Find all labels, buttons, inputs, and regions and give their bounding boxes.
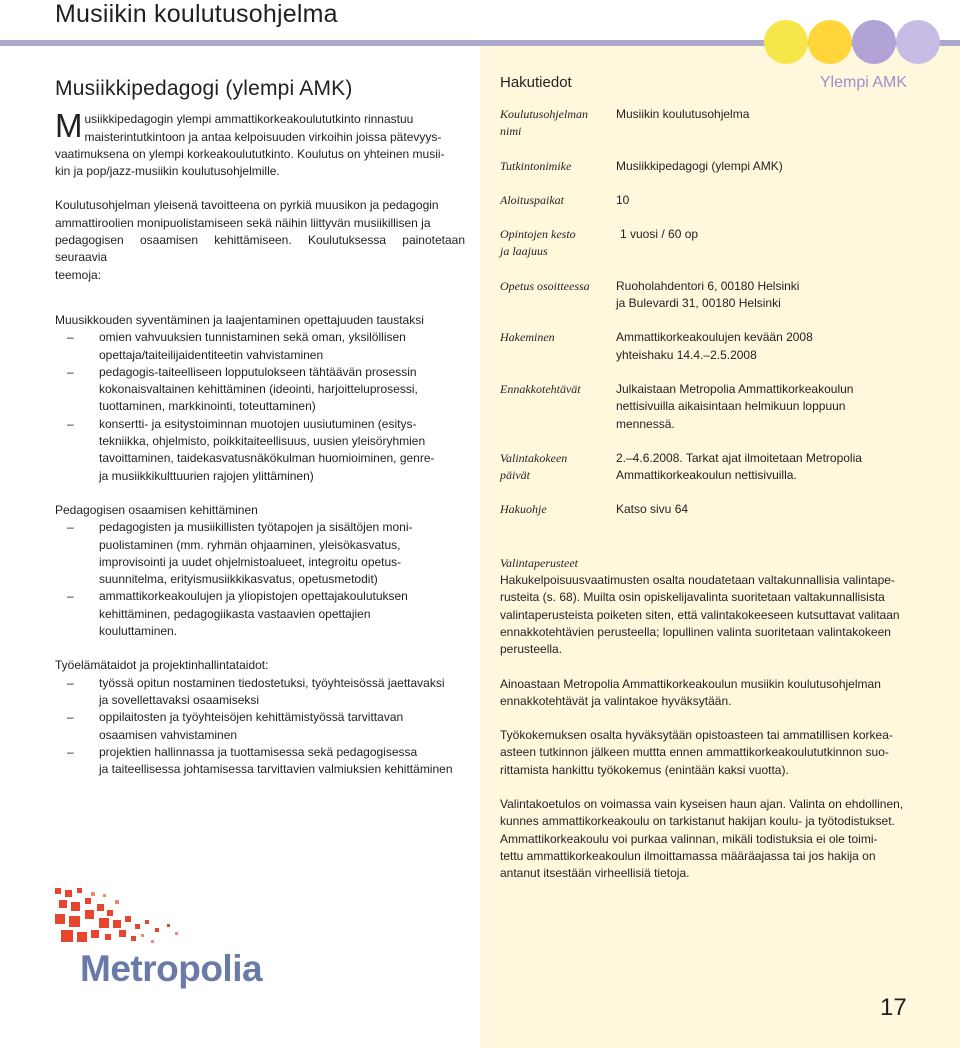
info-label: Valintakokeen päivät [500,450,568,483]
info-label: Tutkintonimike [500,158,572,173]
decor-circle-lavender [896,20,940,64]
list-item: – konsertti- ja esitystoiminnan muotojen uusiutuminen (esitys- tekniikka, ohjelmisto, poikkitaiteellisuus, uusien yleisöryhmien tavoittaminen, taidekasvatusnäkökulman huomioiminen, genre- ja musiikkikulttuurien rajojen ylittäminen) [55,416,465,485]
criteria-paragraph: Ainoastaan Metropolia Ammattikorkeakoulun musiikin koulutusohjelman ennakkotehtävät ja valintakoe hyväksytään. [500,676,881,708]
right-column [500,74,910,883]
list-heading-pedagogy: Pedagogisen osaamisen kehittäminen [55,502,258,517]
page-number: 17 [880,994,907,1021]
info-row-degree [500,158,910,175]
list-item: – projektien hallinnassa ja tuottamisessa sekä pedagogisessa ja taiteellisessa johtamisessa tarvittavien valmiuksien kehittäminen [55,744,465,779]
decor-circle-yellow [764,20,808,64]
info-label: Koulutusohjelman nimi [500,107,589,139]
list-heading-worklife: Työelämätaidot ja projektinhallintataidot: [55,658,269,673]
dropcap: M [55,107,83,145]
list-item: – oppilaitosten ja työyhteisöjen kehittämistyössä tarvittavan osaamisen vahvistaminen [55,709,465,744]
goals-line: Koulutusohjelman yleisenä tavoitteena on pyrkiä muusikon ja pedagogin [55,198,439,213]
decor-circle-purple [852,20,896,64]
info-label: Aloituspaikat [500,192,564,207]
goals-line: pedagogisen osaamisen kehittämiseen. Koulutuksessa painotetaan seuraavia [55,233,465,265]
info-header [500,74,910,106]
info-value: Ruoholahdentori 6, 00180 Helsinki ja Bulevardi 31, 00180 Helsinki [616,278,800,311]
intro-line: kin ja pop/jazz-musiikin koulutusohjelmille. [55,164,280,179]
metropolia-logo [55,888,263,998]
page-title: Musiikin koulutusohjelma [55,0,338,28]
info-heading: Hakutiedot [500,74,572,91]
info-value: Ammattikorkeakoulujen kevään 2008 yhteishaku 14.4.–2.5.2008 [616,330,813,362]
list-musicianship [55,329,465,485]
info-value: Musiikkipedagogi (ylempi AMK) [616,158,783,173]
info-row-duration [500,226,910,261]
intro-line: maisterintutkintoon ja antaa kelpoisuuden virkoihin joissa pätevyys- [84,129,442,144]
list-item: – pedagogisten ja musiikillisten työtapojen ja sisältöjen moni- puolistaminen (mm. ryhmän ohjaaminen, yleisökasvatus, improvisointi ja uudet ohjelmistoalueet, integroitu opetus- suunnitelma, erityismusiikkikasvatus, opetusmetodit) [55,519,465,588]
info-label: Hakeminen [500,330,555,345]
list-item: – pedagogis-taiteelliseen lopputulokseen tähtäävän prosessin kokonaisvaltainen kehittäminen (ideointi, harjoitteluprosessi, tuottaminen, markkinointi, toteuttaminen) [55,364,465,416]
intro-line: vaatimuksena on ylempi korkeakoulututkinto. Koulutus on yhteinen musii- [55,146,445,161]
info-row-preliminary-tasks [500,381,910,433]
info-value: Julkaistaan Metropolia Ammattikorkeakoulun nettisivuilla aikaisintaan helmikuun loppuun mennessä. [616,381,854,431]
info-value: 10 [616,192,630,207]
intro-paragraph [55,107,465,180]
info-label: Opintojen kesto ja laajuus [500,227,576,259]
info-row-places [500,192,910,209]
list-item: – ammattikorkeakoulujen ja yliopistojen opettajakoulutuksen kehittäminen, pedagogiikasta vastaavien opettajien kouluttaminen. [55,588,465,640]
selection-criteria-title: Valintaperusteet [500,555,578,570]
info-row-programme [500,106,910,141]
list-heading-musicianship: Muusikkouden syventäminen ja laajentaminen opettajuuden taustaksi [55,312,424,327]
goals-paragraph [55,197,465,283]
info-value: Musiikin koulutusohjelma [616,107,750,121]
list-item: – työssä opitun nostaminen tiedostetuksi, työyhteisössä jaettavaksi ja sovellettavaksi osaamiseksi [55,675,465,710]
decor-circle-gold [808,20,852,64]
criteria-paragraph: Hakukelpoisuusvaatimusten osalta noudatetaan valtakunnallisia valintape- rusteita (s. 68). Muilta osin opiskelijavalinta suoritetaan valtakunnallisista valintaperusteista poiketen siten, että valintakokeeseen kutsuttavat valitaan ennakkotehtävien perusteella; lopullinen valinta suoritetaan valintakokeen perusteella. [500,573,900,657]
info-row-guide [500,501,910,518]
info-value: 1 vuosi / 60 op [620,227,699,242]
logo-wordmark: Metropolia [80,948,263,989]
intro-line: usiikkipedagogin ylempi ammattikorkeakoulututkinto rinnastuu [84,112,414,127]
info-label: Hakuohje [500,502,547,517]
criteria-paragraph: Työkokemuksen osalta hyväksytään opistoasteen tai ammatillisen korkea- asteen tutkinnon jälkeen muttta ennen ammattikorkeakoulututkinnon suo- rittamista hankittu työkokemus (enintään kaksi vuotta). [500,728,893,777]
info-value: 2.–4.6.2008. Tarkat ajat ilmoitetaan Metropolia Ammattikorkeakoulun nettisivuilla. [616,450,862,483]
list-pedagogy [55,519,465,640]
goals-line: ammattiroolien monipuolistamiseen sekä näihin liittyvän musiikillisen ja [55,215,431,230]
info-value: Katso sivu 64 [616,502,689,517]
info-row-location [500,278,910,313]
info-label: Ennakkotehtävät [500,381,581,396]
list-item: – omien vahvuuksien tunnistaminen sekä oman, yksilöllisen opettaja/taiteilijaidentiteetin vahvistaminen [55,329,465,364]
info-label: Opetus osoitteessa [500,278,590,293]
section-title: Musiikkipedagogi (ylempi AMK) [55,77,353,100]
goals-line: teemoja: [55,267,102,282]
info-row-exam-dates [500,450,910,485]
criteria-paragraph: Valintakoetulos on voimassa vain kyseisen haun ajan. Valinta on ehdollinen, kunnes ammattikorkeakoulu on tarkistanut hakijan koulu- ja työtodistukset. Ammattikorkeakoulu voi purkaa valinnan, mikäli todistuksia ei ole toimi- tettu ammattikorkeakoulun ilmoittamassa määräajassa tai jos hakija on antanut itsestään virheellisiä tietoja. [500,797,904,881]
degree-badge: Ylempi AMK [819,74,907,91]
list-worklife [55,675,465,779]
info-row-applying [500,329,910,364]
left-column [55,77,465,778]
